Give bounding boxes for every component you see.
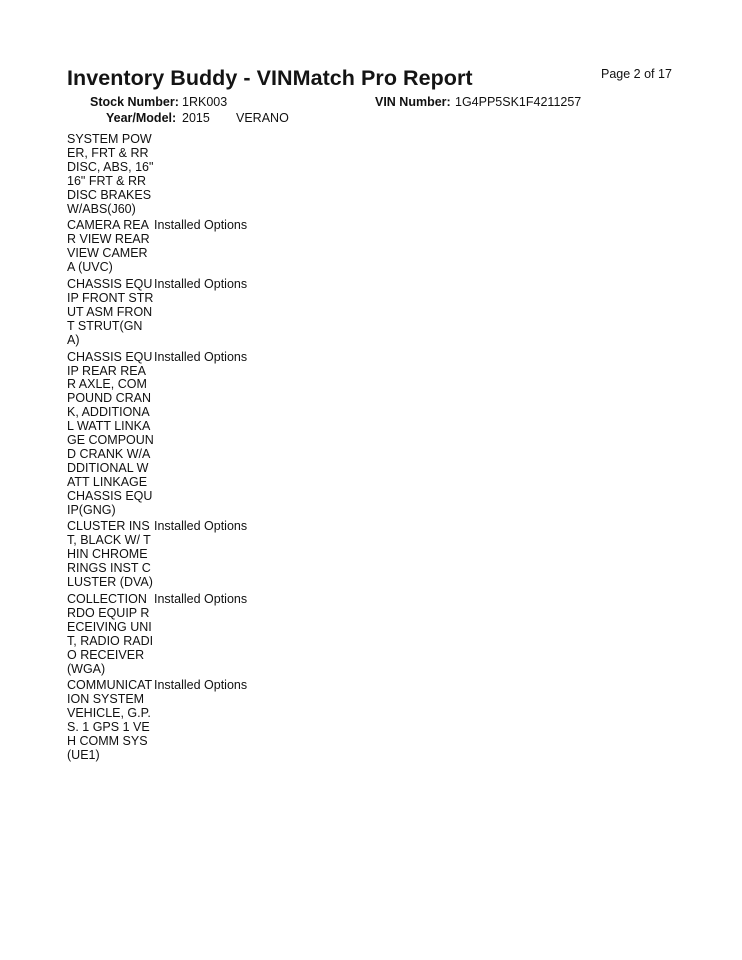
- year-value: 2015: [182, 111, 210, 125]
- page-number: Page 2 of 17: [601, 67, 672, 81]
- option-row: [67, 520, 367, 590]
- options-list: [67, 133, 367, 766]
- model-value: VERANO: [236, 111, 289, 125]
- option-row: [67, 351, 367, 518]
- year-model-label: Year/Model:: [106, 111, 177, 125]
- option-row: [67, 593, 367, 676]
- option-name: COMMUNICATION SYSTEM VEHICLE, G.P.S. 1 GPS 1 VEH COMM SYS(UE1): [67, 678, 153, 762]
- option-type: Installed Options: [154, 218, 248, 233]
- option-type: Installed Options: [154, 277, 248, 292]
- option-row: [67, 679, 367, 762]
- option-row: [67, 219, 367, 275]
- option-name: CHASSIS EQUIP FRONT STRUT ASM FRONT STRUT(GNA): [67, 277, 154, 347]
- option-name: CHASSIS EQUIP REAR REAR AXLE, COMPOUND CRANK, ADDITIONAL WATT LINKAGE COMPOUND CRANK W/ADDITIONAL WATT LINKAGE CHASSIS EQUIP(GNG): [67, 349, 154, 517]
- vin-value: 1G4PP5SK1F4211257: [455, 95, 582, 109]
- stock-number-value: 1RK003: [182, 95, 228, 109]
- option-row: [67, 133, 367, 216]
- option-type: Installed Options: [154, 349, 248, 364]
- option-type: Installed Options: [154, 592, 248, 606]
- option-type: Installed Options: [154, 678, 248, 693]
- option-name: CLUSTER INST, BLACK W/ THIN CHROME RINGS INST CLUSTER (DVA): [67, 519, 153, 590]
- report-title: Inventory Buddy - VINMatch Pro Report: [67, 66, 473, 90]
- option-row: [67, 278, 367, 348]
- option-name: COLLECTION RDO EQUIP RECEIVING UNIT, RADIO RADIO RECEIVER (WGA): [67, 592, 154, 676]
- option-name: SYSTEM POWER, FRT & RR DISC, ABS, 16" 16" FRT & RR DISC BRAKES W/ABS(J60): [67, 132, 154, 216]
- option-name: CAMERA REAR VIEW REAR VIEW CAMERA (UVC): [67, 218, 150, 275]
- option-type: Installed Options: [154, 519, 248, 534]
- vin-label: VIN Number:: [375, 95, 451, 109]
- stock-number-label: Stock Number:: [90, 95, 179, 109]
